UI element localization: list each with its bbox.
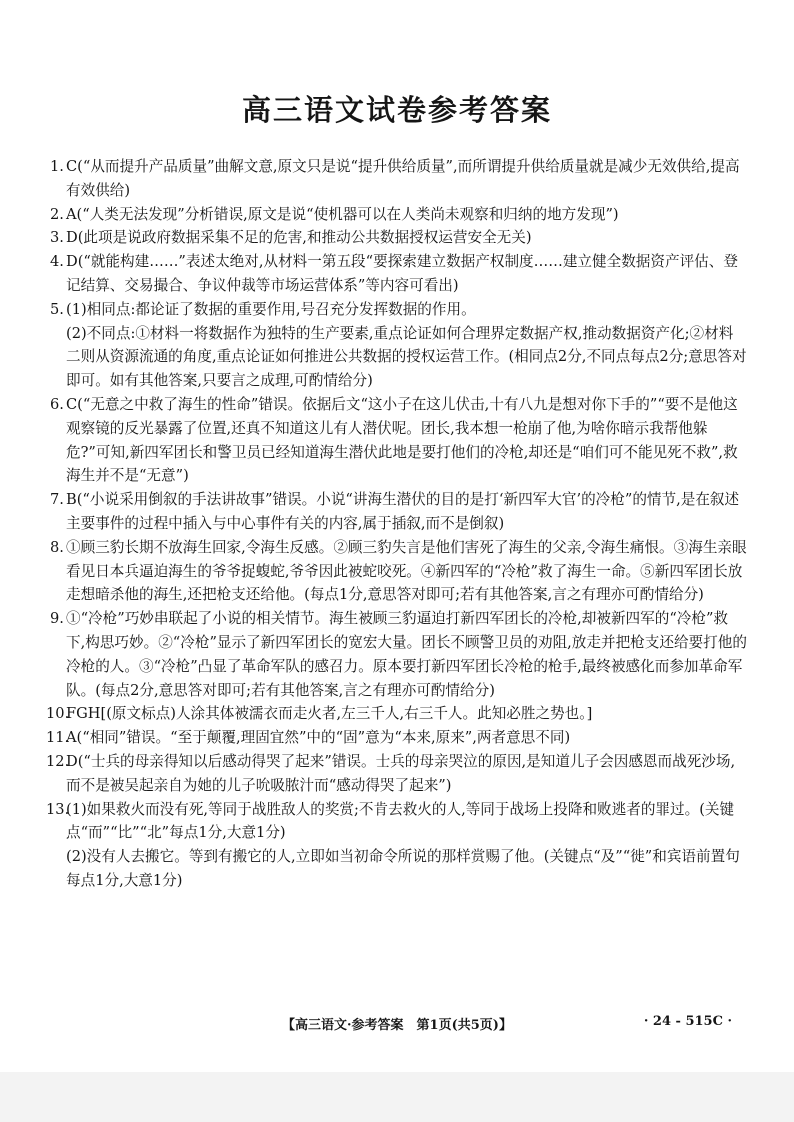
answer-text: A(“相同”错误。“至于颠覆,理固宜然”中的“固”意为“本来,原来”,两者意思不同) — [66, 729, 571, 747]
answer-text: D(“就能构建……”表述太绝对,从材料一第五段“要探索建立数据产权制度……建立健全数据资产评估、登记结算、交易撮合、争议仲裁等市场运营体系”等内容可看出) — [66, 253, 738, 294]
answer-text: A(“人类无法发现”分析错误,原文是说“使机器可以在人类尚未观察和归纳的地方发现”) — [66, 205, 619, 223]
answer-number: 1. — [50, 158, 64, 175]
answer-text: C(“无意之中救了海生的性命”错误。依据后文“这小子在这儿伏击,十有八九是想对你下手的”“要不是他这观察镜的反光暴露了位置,还真不知道这儿有人潜伏呢。团长,我本想一枪崩了他,为啥你暗示我帮他躲危?”可知,新四军团长和警卫员已经知道海生潜伏此地是要打他们的冷枪,却还是“咱们可不能见死不救”,救海生并不是“无意”) — [66, 395, 738, 485]
answer-text: B(“小说采用倒叙的手法讲故事”错误。小说“讲海生潜伏的目的是打‘新四军大官’的冷枪”的情节,是在叙述主要事件的过程中插入与中心事件有关的内容,属于插叙,而不是倒叙) — [66, 491, 740, 532]
answer-text: C(“从而提升产品质量”曲解文意,原文只是说“提升供给质量”,而所谓提升供给质量就是减少无效供给,提高有效供给) — [66, 158, 740, 199]
answer-item — [52, 536, 747, 607]
answer-number: 12. — [46, 752, 70, 770]
answer-item — [46, 726, 747, 750]
bottom-margin — [0, 1072, 794, 1122]
footer-page-info: 【高三语文·参考答案 第1页(共5页)】 — [282, 1018, 512, 1033]
answer-item — [52, 607, 747, 702]
answer-item — [52, 393, 747, 488]
answers-list — [46, 155, 747, 893]
answer-text: ①“冷枪”巧妙串联起了小说的相关情节。海生被顾三豹逼迫打新四军团长的冷枪,却被新四军的“冷枪”救下,构思巧妙。②“冷枪”显示了新四军团长的宽宏大量。团长不顾警卫员的劝阻,放走并把枪支还给要打他的冷枪的人。③“冷枪”凸显了革命军队的感召力。原本要打新四军团长冷枪的枪手,最终被感化而参加革命军队。(每点2分,意思答对即可;若有其他答案,言之有理亦可酌情给分) — [66, 610, 747, 699]
answer-item — [46, 798, 747, 893]
answer-number: 3. — [50, 229, 64, 247]
answer-item — [52, 226, 747, 250]
answer-text: FGH[(原文标点)人涂其体被濡衣而走火者,左三千人,右三千人。此知必胜之势也。] — [66, 705, 593, 723]
answer-item — [52, 203, 747, 227]
answer-number: 6. — [50, 395, 64, 413]
answer-item — [46, 702, 747, 726]
answer-text: D(此项是说政府数据采集不足的危害,和推动公共数据授权运营安全无关) — [66, 229, 532, 247]
answer-text: (2)不同点:①材料一将数据作为独特的生产要素,重点论证如何合理界定数据产权,推动数据资产化;②材料二则从资源流通的角度,重点论证如何推进公共数据的授权运营工作。(相同点2分,不同点每点2分;意思答对即可。如有其他答案,只要言之成理,可酌情给分) — [66, 324, 747, 390]
answer-number: 5. — [50, 300, 64, 318]
page-footer — [0, 1012, 794, 1034]
answer-number: 2. — [50, 205, 64, 223]
answer-text: (1)相同点:都论证了数据的重要作用,号召充分发挥数据的作用。 — [66, 300, 476, 318]
answer-text: (1)如果救火而没有死,等同于战胜敌人的奖赏;不肯去救火的人,等同于战场上投降和败逃者的罪过。(关键点“而”“比”“北”每点1分,大意1分) — [66, 800, 735, 842]
answer-item — [52, 488, 747, 536]
answer-item — [52, 250, 747, 298]
answer-number: 8. — [50, 538, 64, 556]
answer-item — [46, 750, 747, 798]
answer-text: D(“士兵的母亲得知以后感动得哭了起来”错误。士兵的母亲哭泣的原因,是知道儿子会因感恩而战死沙场,而不是被吴起亲自为她的儿子吮吸脓汁而“感动得哭了起来”) — [66, 752, 736, 794]
footer-exam-code: · 24 - 515C · — [643, 1014, 732, 1029]
answer-item — [52, 155, 747, 203]
answer-number: 11. — [46, 729, 70, 747]
answer-text: (2)没有人去搬它。等到有搬它的人,立即如当初命令所说的那样赏赐了他。(关键点“及”“徙”和宾语前置句每点1分,大意1分) — [66, 848, 740, 889]
answer-number: 13. — [46, 800, 70, 818]
answer-number: 10. — [46, 705, 70, 723]
answer-text: ①顾三豹长期不放海生回家,令海生反感。②顾三豹失言是他们害死了海生的父亲,令海生痛恨。③海生亲眼看见日本兵逼迫海生的爷爷捉蝮蛇,爷爷因此被蛇咬死。④新四军的“冷枪”救了海生一命。⑤新四军团长放走想暗杀他的海生,还把枪支还给他。(每点1分,意思答对即可;若有其他答案,言之有理亦可酌情给分) — [66, 538, 747, 604]
page-title: 高三语文试卷参考答案 — [241, 93, 552, 127]
answer-item — [52, 298, 747, 393]
answer-number: 4. — [50, 253, 64, 271]
answer-number: 7. — [50, 491, 64, 509]
answer-number: 9. — [50, 610, 64, 628]
